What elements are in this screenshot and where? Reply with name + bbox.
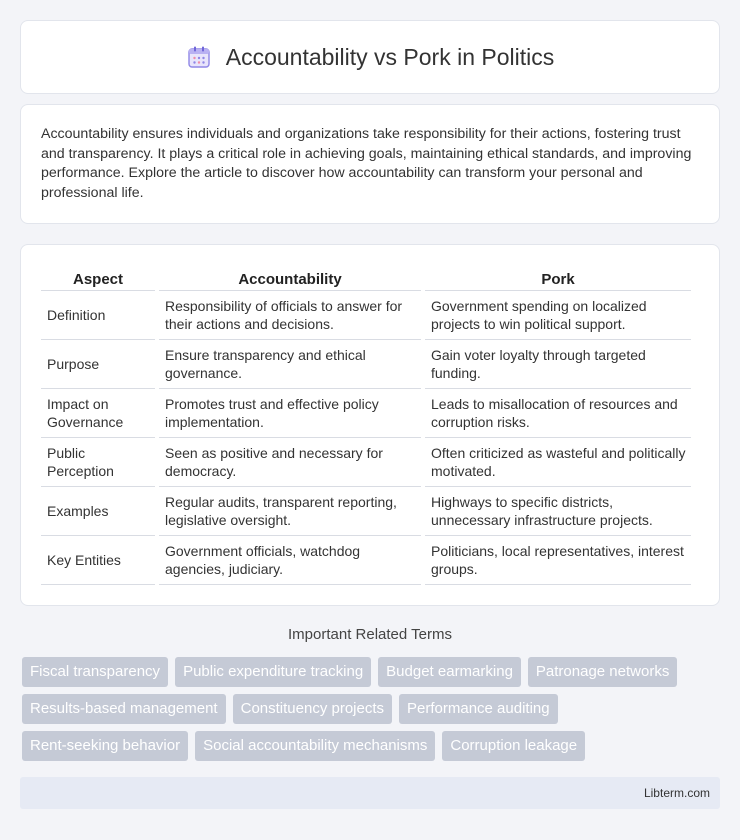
related-terms-list bbox=[22, 657, 722, 761]
accountability-cell: Promotes trust and effective policy implementation. bbox=[159, 389, 421, 438]
footer-site-link[interactable]: Libterm.com bbox=[643, 786, 710, 800]
header-pork: Pork bbox=[425, 265, 691, 291]
related-term-tag[interactable]: Patronage networks bbox=[528, 657, 677, 687]
intro-text: Accountability ensures individuals and organizations take responsibility for their actions, fostering trust and transparency. It plays a critical role in achieving goals, maintaining ethical standards, and improving performance. Explore the article to discover how accountability can transform your personal and professional life. bbox=[41, 126, 692, 201]
related-term-tag[interactable]: Public expenditure tracking bbox=[175, 657, 371, 687]
table-row bbox=[41, 536, 691, 585]
table-row bbox=[41, 438, 691, 487]
accountability-cell: Ensure transparency and ethical governance. bbox=[159, 340, 421, 389]
page-title: Accountability vs Pork in Politics bbox=[225, 43, 555, 70]
related-terms-title: Important Related Terms bbox=[288, 626, 452, 643]
pork-cell: Gain voter loyalty through targeted funding. bbox=[425, 340, 691, 389]
intro-card bbox=[20, 104, 720, 224]
related-term-tag[interactable]: Budget earmarking bbox=[378, 657, 521, 687]
related-term-tag[interactable]: Fiscal transparency bbox=[22, 657, 168, 687]
table-row bbox=[41, 291, 691, 340]
calendar-icon bbox=[186, 44, 212, 70]
pork-cell: Leads to misallocation of resources and corruption risks. bbox=[425, 389, 691, 438]
aspect-cell: Purpose bbox=[41, 340, 155, 389]
footer bbox=[20, 777, 720, 809]
aspect-cell: Impact on Governance bbox=[41, 389, 155, 438]
related-term-tag[interactable]: Corruption leakage bbox=[442, 731, 585, 761]
related-term-tag[interactable]: Results-based management bbox=[22, 694, 226, 724]
pork-cell: Often criticized as wasteful and politically motivated. bbox=[425, 438, 691, 487]
header-card bbox=[20, 20, 720, 94]
header-aspect: Aspect bbox=[41, 265, 155, 291]
accountability-cell: Seen as positive and necessary for democracy. bbox=[159, 438, 421, 487]
table-row bbox=[41, 389, 691, 438]
table-row bbox=[41, 340, 691, 389]
comparison-table bbox=[37, 265, 695, 585]
aspect-cell: Key Entities bbox=[41, 536, 155, 585]
pork-cell: Highways to specific districts, unnecessary infrastructure projects. bbox=[425, 487, 691, 536]
aspect-cell: Definition bbox=[41, 291, 155, 340]
accountability-cell: Responsibility of officials to answer for their actions and decisions. bbox=[159, 291, 421, 340]
related-term-tag[interactable]: Constituency projects bbox=[233, 694, 392, 724]
aspect-cell: Examples bbox=[41, 487, 155, 536]
accountability-cell: Regular audits, transparent reporting, legislative oversight. bbox=[159, 487, 421, 536]
related-term-tag[interactable]: Social accountability mechanisms bbox=[195, 731, 435, 761]
related-term-tag[interactable]: Rent-seeking behavior bbox=[22, 731, 188, 761]
header-accountability: Accountability bbox=[159, 265, 421, 291]
pork-cell: Politicians, local representatives, interest groups. bbox=[425, 536, 691, 585]
comparison-table-card bbox=[20, 244, 720, 606]
aspect-cell: Public Perception bbox=[41, 438, 155, 487]
pork-cell: Government spending on localized projects to win political support. bbox=[425, 291, 691, 340]
table-header-row bbox=[41, 265, 691, 291]
accountability-cell: Government officials, watchdog agencies, judiciary. bbox=[159, 536, 421, 585]
related-term-tag[interactable]: Performance auditing bbox=[399, 694, 558, 724]
table-row bbox=[41, 487, 691, 536]
